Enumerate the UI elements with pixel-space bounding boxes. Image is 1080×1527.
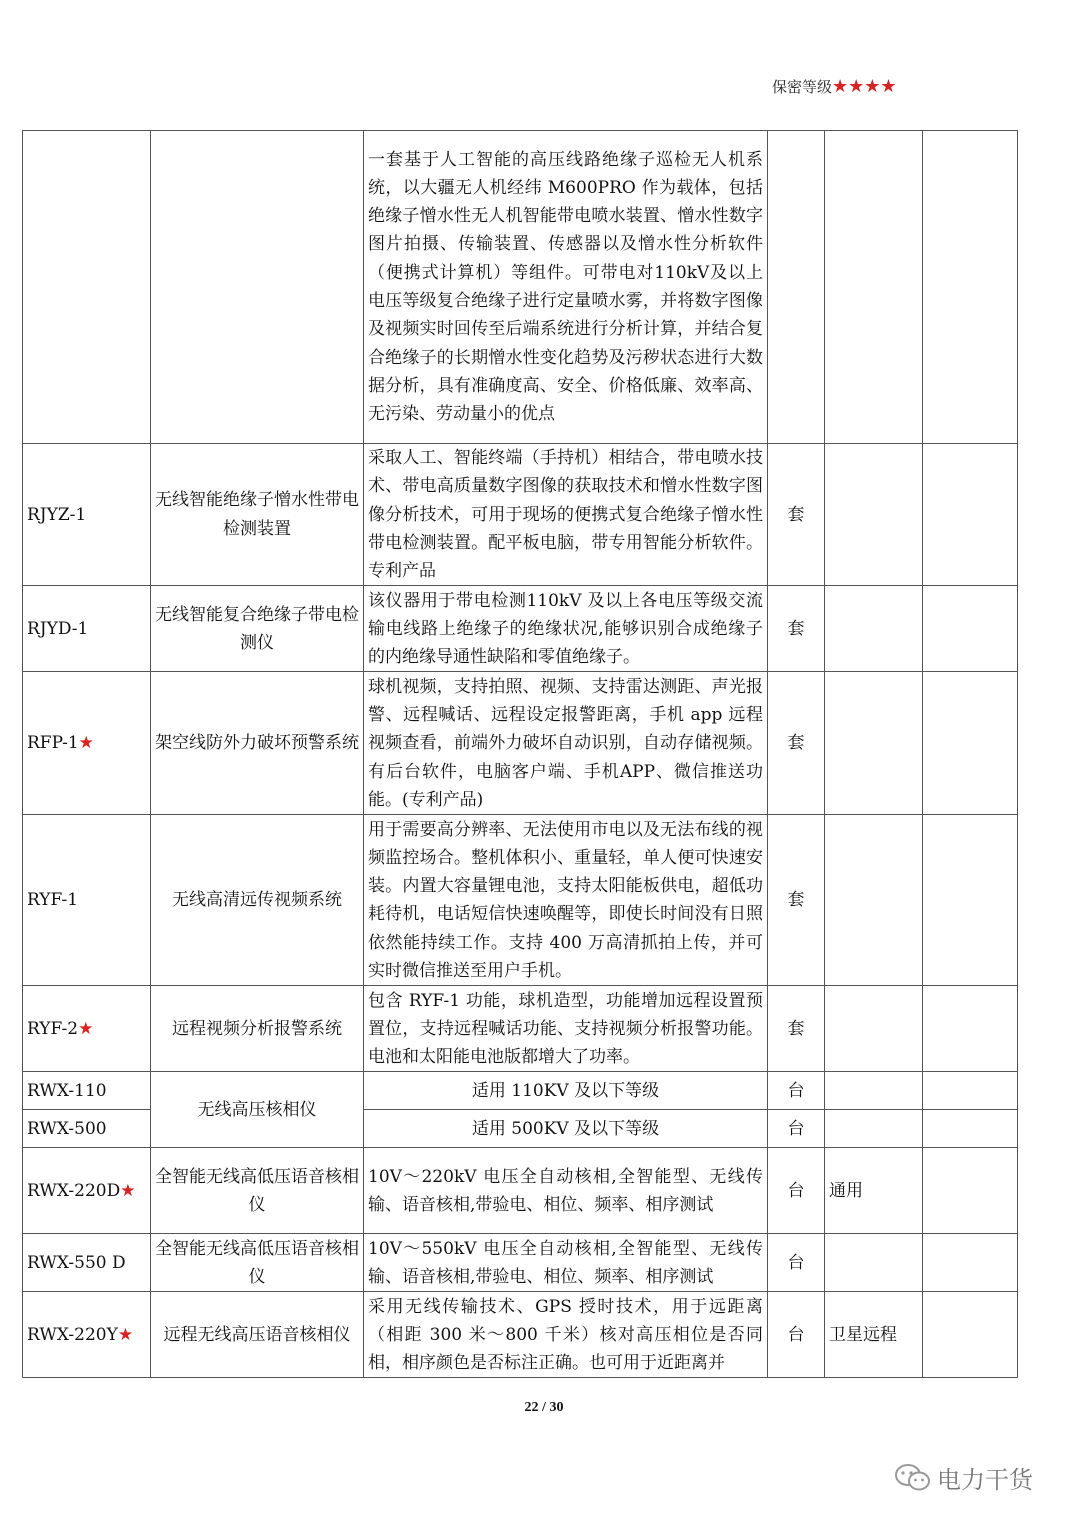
description-cell: 10V～220kV 电压全自动核相,全智能型、无线传输、语音核相,带验电、相位、频率、相序测试 (364, 1148, 768, 1234)
description-cell: 包含 RYF-1 功能，球机造型，功能增加远程设置预置位，支持远程喊话功能、支持视频分析报警功能。电池和太阳能电池版都增大了功率。 (364, 986, 768, 1072)
model-cell: RWX-110 (23, 1072, 151, 1110)
table-row (23, 672, 1018, 815)
model-cell: RJYZ-1 (23, 444, 151, 586)
wechat-icon (893, 1462, 933, 1494)
name-cell: 全智能无线高低压语音核相仪 (151, 1234, 364, 1292)
unit-cell (768, 131, 825, 444)
table-row (23, 1292, 1018, 1378)
confidentiality-stars: ★★★★ (832, 76, 897, 97)
empty-cell (923, 586, 1018, 672)
note-cell (825, 131, 923, 444)
page-total: 30 (549, 1400, 564, 1415)
model-cell: RWX-220D★ (23, 1148, 151, 1234)
name-cell: 无线智能绝缘子憎水性带电检测装置 (151, 444, 364, 586)
unit-cell: 台 (768, 1148, 825, 1234)
model-cell: RFP-1★ (23, 672, 151, 815)
empty-cell (923, 131, 1018, 444)
empty-cell (923, 1292, 1018, 1378)
note-cell (825, 815, 923, 986)
table-row (23, 986, 1018, 1072)
watermark (893, 1460, 1033, 1495)
star-icon: ★ (78, 733, 94, 754)
star-icon: ★ (117, 1324, 134, 1345)
name-cell: 远程无线高压语音核相仪 (151, 1292, 364, 1378)
description-cell: 采取人工、智能终端（手持机）相结合，带电喷水技术、带电高质量数字图像的获取技术和憎水性数字图像分析技术，可用于现场的便携式复合绝缘子憎水性带电检测装置。配平板电脑，带专用智能分析软件。专利产品 (364, 444, 768, 586)
note-cell (825, 1234, 923, 1292)
description-cell: 适用 110KV 及以下等级 (364, 1072, 768, 1110)
watermark-text: 电力干货 (937, 1466, 1033, 1494)
table-row (23, 815, 1018, 986)
table-row (23, 1234, 1018, 1292)
empty-cell (923, 815, 1018, 986)
note-cell (825, 672, 923, 815)
unit-cell: 台 (768, 1072, 825, 1110)
table-row (23, 444, 1018, 586)
empty-cell (923, 986, 1018, 1072)
page-number (0, 1400, 1080, 1416)
model-cell: RWX-550 D (23, 1234, 151, 1292)
table-row (23, 131, 1018, 444)
empty-cell (923, 444, 1018, 586)
model-cell: RYF-1 (23, 815, 151, 986)
note-cell (825, 1110, 923, 1148)
model-cell: RWX-220Y★ (23, 1292, 151, 1378)
description-cell: 采用无线传输技术、GPS 授时技术，用于远距离（相距 300 米～800 千米）核对高压相位是否同相，相序颜色是否标注正确。也可用于近距离并 (364, 1292, 768, 1378)
model-cell: RWX-500 (23, 1110, 151, 1148)
confidentiality-text: 保密等级 (772, 78, 833, 96)
empty-cell (923, 672, 1018, 815)
empty-cell (923, 1072, 1018, 1110)
star-icon: ★ (120, 1180, 136, 1201)
model-cell: RJYD-1 (23, 586, 151, 672)
description-cell: 球机视频，支持拍照、视频、支持雷达测距、声光报警、远程喊话、远程设定报警距离，手机 app 远程视频查看，前端外力破坏自动识别，自动存储视频。有后台软件，电脑客户端、手机APP、微信推送功能。(专利产品) (364, 672, 768, 815)
model-cell (23, 131, 151, 444)
description-cell: 适用 500KV 及以下等级 (364, 1110, 768, 1148)
name-cell: 远程视频分析报警系统 (151, 986, 364, 1072)
unit-cell: 台 (768, 1234, 825, 1292)
note-cell (825, 1072, 923, 1110)
unit-cell: 套 (768, 586, 825, 672)
note-cell: 卫星远程 (825, 1292, 923, 1378)
empty-cell (923, 1110, 1018, 1148)
note-cell (825, 986, 923, 1072)
note-cell (825, 444, 923, 586)
name-cell: 无线智能复合绝缘子带电检测仪 (151, 586, 364, 672)
unit-cell: 台 (768, 1292, 825, 1378)
name-cell: 无线高压核相仪 (151, 1072, 364, 1148)
note-cell: 通用 (825, 1148, 923, 1234)
name-cell: 全智能无线高低压语音核相仪 (151, 1148, 364, 1234)
note-cell (825, 586, 923, 672)
unit-cell: 套 (768, 815, 825, 986)
product-spec-table (22, 130, 1018, 1378)
description-cell: 10V～550kV 电压全自动核相,全智能型、无线传输、语音核相,带验电、相位、频率、相序测试 (364, 1234, 768, 1292)
unit-cell: 套 (768, 986, 825, 1072)
name-cell: 架空线防外力破坏预警系统 (151, 672, 364, 815)
table-row (23, 1148, 1018, 1234)
table-row (23, 586, 1018, 672)
description-cell: 一套基于人工智能的高压线路绝缘子巡检无人机系统，以大疆无人机经纬 M600PRO 作为载体，包括绝缘子憎水性无人机智能带电喷水装置、憎水性数字图片拍摄、传输装置、传感器以及憎水性分析软件（便携式计算机）等组件。可带电对110kV及以上电压等级复合绝缘子进行定量喷水雾，并将数字图像及视频实时回传至后端系统进行分析计算，并结合复合绝缘子的长期憎水性变化趋势及污秽状态进行大数据分析，具有准确度高、安全、价格低廉、效率高、无污染、劳动量小的优点 (364, 131, 768, 444)
model-cell: RYF-2★ (23, 986, 151, 1072)
unit-cell: 套 (768, 444, 825, 586)
name-cell: 无线高清远传视频系统 (151, 815, 364, 986)
star-icon: ★ (78, 1018, 94, 1039)
page-separator: / (542, 1400, 546, 1415)
name-cell (151, 131, 364, 444)
description-cell: 该仪器用于带电检测110kV 及以上各电压等级交流输电线路上绝缘子的绝缘状况,能够识别合成绝缘子的内绝缘导通性缺陷和零值绝缘子。 (364, 586, 768, 672)
empty-cell (923, 1148, 1018, 1234)
unit-cell: 套 (768, 672, 825, 815)
empty-cell (923, 1234, 1018, 1292)
page-current: 22 (524, 1400, 539, 1415)
table-row (23, 1072, 1018, 1110)
unit-cell: 台 (768, 1110, 825, 1148)
description-cell: 用于需要高分辨率、无法使用市电以及无法布线的视频监控场合。整机体积小、重量轻，单人便可快速安装。内置大容量锂电池，支持太阳能板供电，超低功耗待机，电话短信快速唤醒等，即使长时间没有日照依然能持续工作。支持 400 万高清抓拍上传，并可实时微信推送至用户手机。 (364, 815, 768, 986)
confidentiality-label (772, 76, 897, 97)
